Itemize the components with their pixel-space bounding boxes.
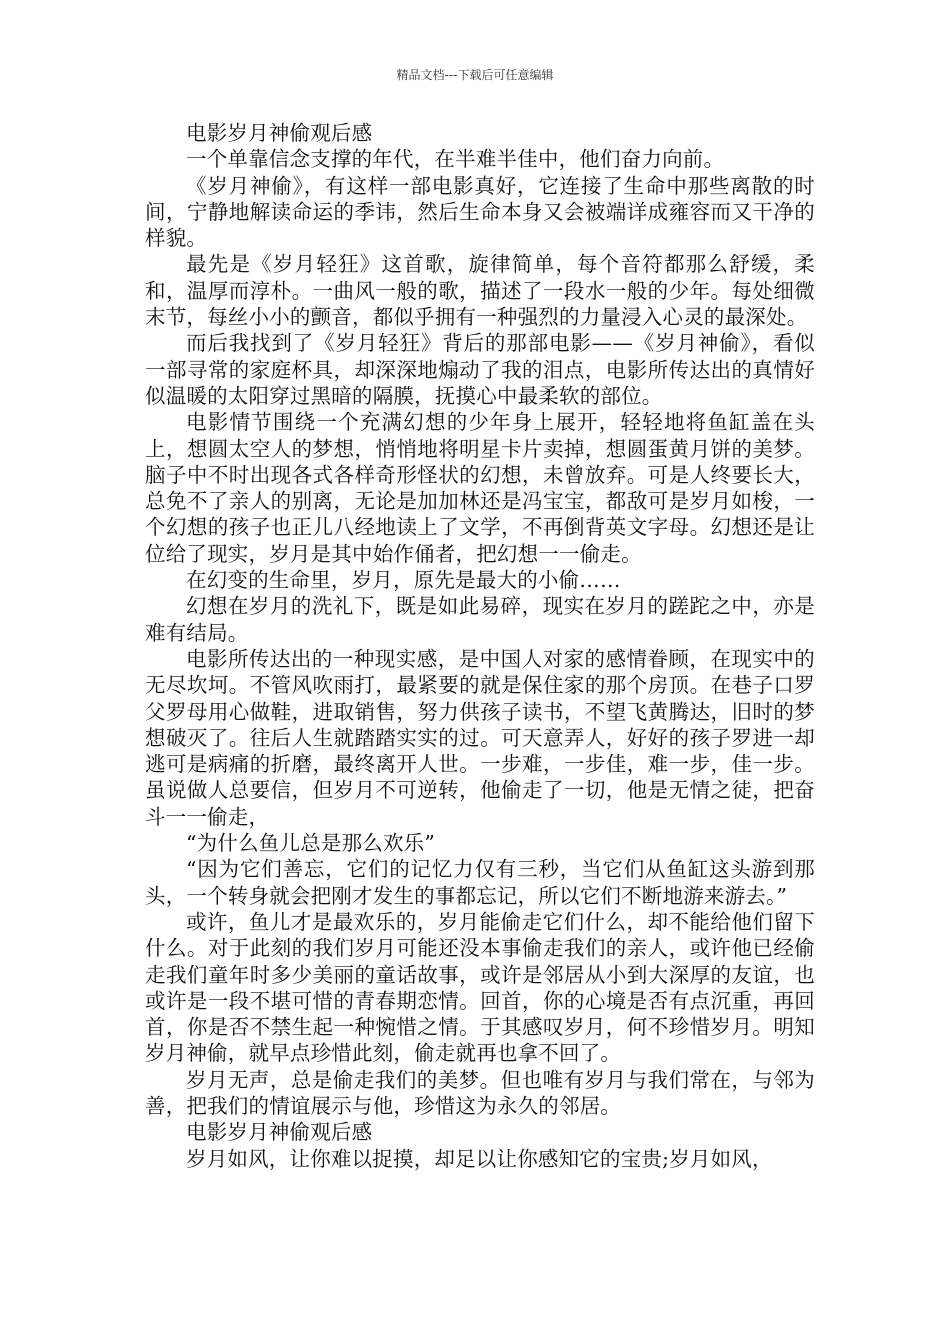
- essay-title: 电影岁月神偷观后感: [186, 1120, 373, 1145]
- document-body: [145, 120, 815, 1172]
- paragraph: 岁月如风，让你难以捉摸，却足以让你感知它的宝贵;岁月如风，: [186, 1146, 773, 1171]
- paragraph: 在幻变的生命里，岁月，原先是最大的小偷……: [186, 568, 621, 593]
- paragraph: 岁月无声，总是偷走我们的美梦。但也唯有岁月与我们常在，与邻为善，把我们的情谊展示与他，珍惜这为永久的邻居。: [145, 1067, 815, 1118]
- paragraph: 最先是《岁月轻狂》这首歌，旋律简单，每个音符都那么舒缓，柔和，温厚而淳朴。一曲风一般的歌，描述了一段水一般的少年。每处细微末节，每丝小小的颤音，都似乎拥有一种强烈的力量浸入心灵的最深处。: [145, 252, 815, 330]
- paragraph: 电影所传达出的一种现实感，是中国人对家的感情眷顾，在现实中的无尽坎坷。不管风吹雨打，最紧要的就是保住家的那个房顶。在巷子口罗父罗母用心做鞋，进取销售，努力供孩子读书，不望飞黄腾达，旧时的梦想破灭了。往后人生就踏踏实实的过。可天意弄人，好好的孩子罗进一却逃可是病痛的折磨，最终离开人世。一步难，一步佳，难一步，佳一步。虽说做人总要信，但岁月不可逆转，他偷走了一切，他是无情之徒，把奋斗一一偷走，: [145, 646, 815, 829]
- paragraph: 一个单靠信念支撑的年代，在半难半佳中，他们奋力向前。: [186, 147, 725, 172]
- page-header: 精品文档---下载后可任意编辑: [396, 68, 554, 82]
- paragraph-quote: “因为它们善忘，它们的记忆力仅有三秒，当它们从鱼缸这头游到那头，一个转身就会把刚才发生的事都忘记，所以它们不断地游来游去。”: [145, 857, 815, 908]
- paragraph: 而后我找到了《岁月轻狂》背后的那部电影——《岁月神偷》，看似一部寻常的家庭杯具，却深深地煽动了我的泪点，电影所传达出的真情好似温暖的太阳穿过黑暗的隔膜，抚摸心中最柔软的部位。: [145, 331, 815, 408]
- paragraph: 电影情节围绕一个充满幻想的少年身上展开，轻轻地将鱼缸盖在头上，想圆太空人的梦想，悄悄地将明星卡片卖掉，想圆蛋黄月饼的美梦。脑子中不时出现各式各样奇形怪状的幻想，未曾放弃。可是人终要长大，总免不了亲人的别离，无论是加加林还是冯宝宝，都敌可是岁月如梭，一个幻想的孩子也正儿八经地读上了文学，不再倒背英文字母。幻想还是让位给了现实，岁月是其中始作俑者，把幻想一一偷走。: [145, 410, 815, 566]
- paragraph: 或许，鱼儿才是最欢乐的，岁月能偷走它们什么，却不能给他们留下什么。对于此刻的我们岁月可能还没本事偷走我们的亲人，或许他已经偷走我们童年时多少美丽的童话故事，或许是邻居从小到大深厚的友谊，也或许是一段不堪可惜的青春期恋情。回首，你的心境是否有点沉重，再回首，你是否不禁生起一种惋惜之情。于其感叹岁月，何不珍惜岁月。明知岁月神偷，就早点珍惜此刻，偷走就再也拿不回了。: [145, 909, 815, 1066]
- paragraph: 《岁月神偷》，有这样一部电影真好，它连接了生命中那些离散的时间，宁静地解读命运的季讳，然后生命本身又会被端详成雍容而又干净的样貌。: [145, 173, 815, 251]
- paragraph-quote: “为什么鱼儿总是那么欢乐”: [186, 831, 436, 856]
- paragraph: 幻想在岁月的洗礼下，既是如此易碎，现实在岁月的蹉跎之中，亦是难有结局。: [145, 594, 815, 645]
- essay-title: 电影岁月神偷观后感: [186, 121, 373, 145]
